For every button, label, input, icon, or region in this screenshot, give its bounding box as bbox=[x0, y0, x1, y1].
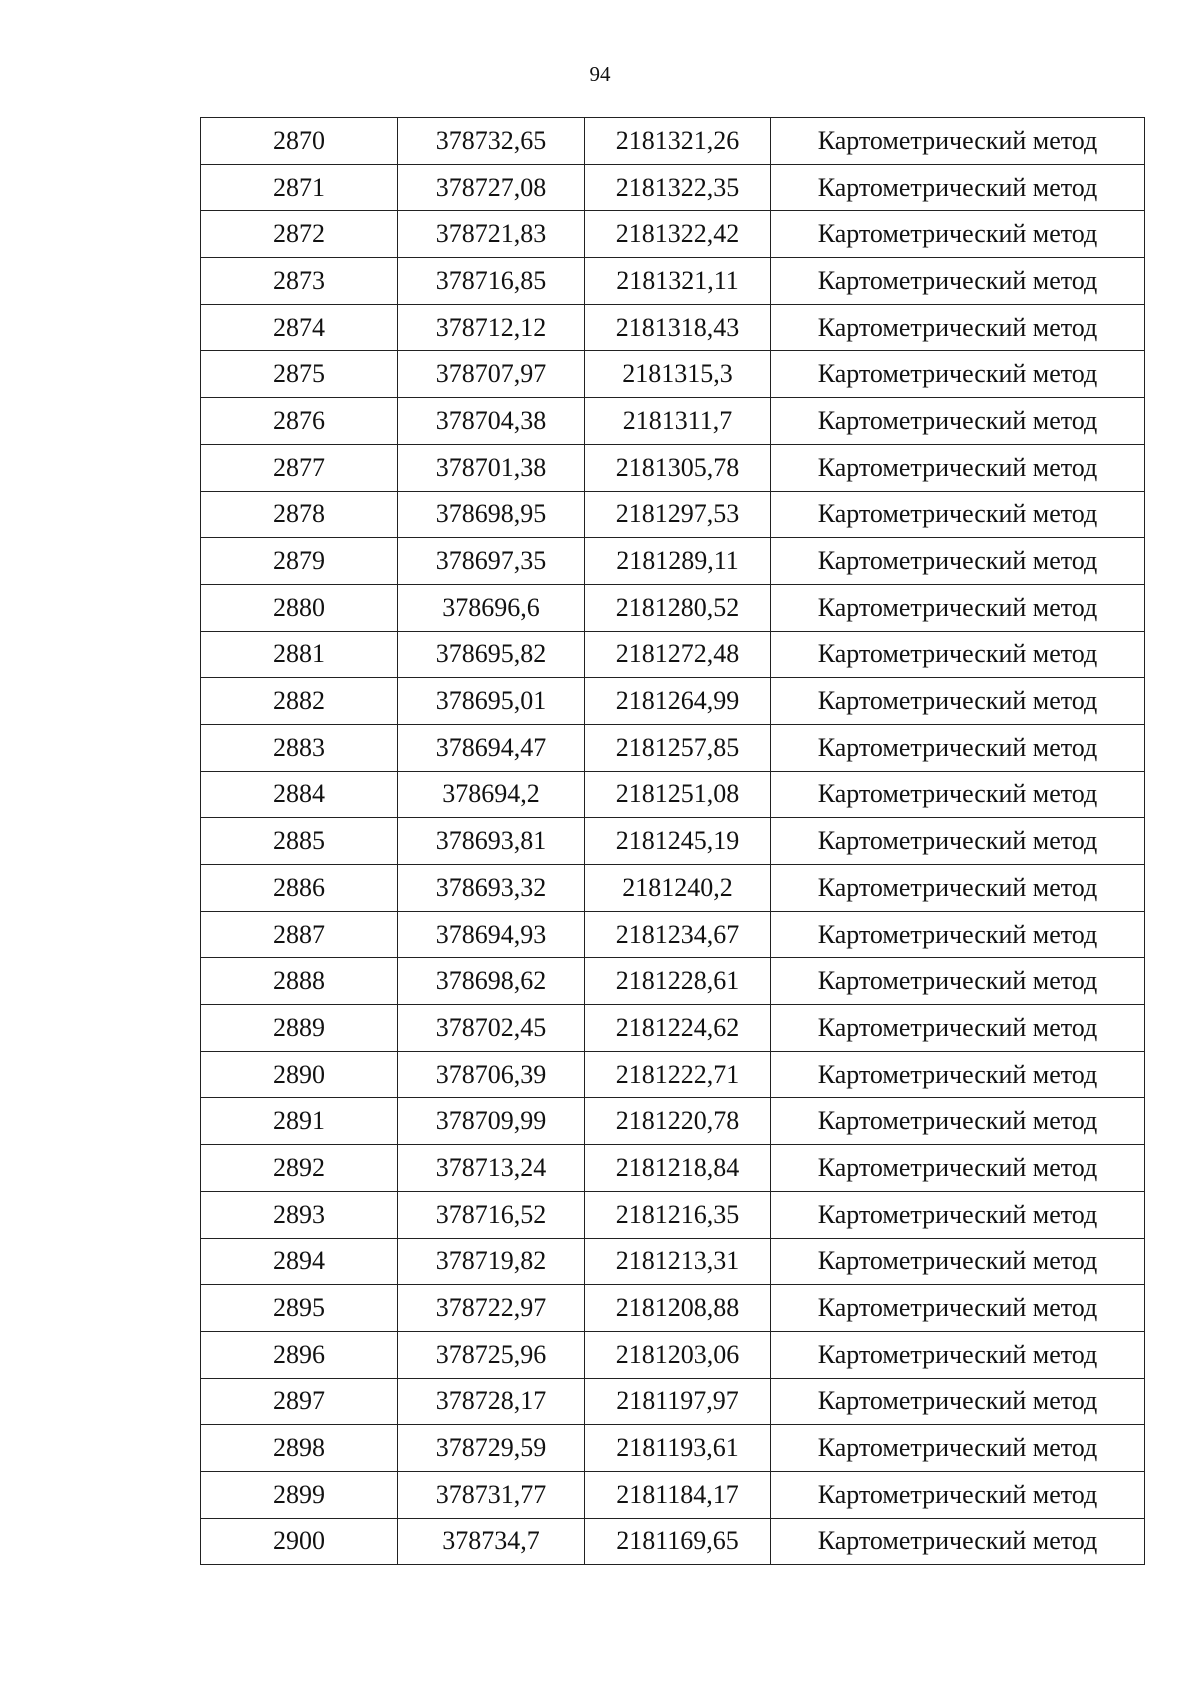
table-row bbox=[201, 164, 1145, 211]
y-coordinate-cell: 2181218,84 bbox=[585, 1145, 771, 1192]
method-cell: Картометрический метод bbox=[771, 258, 1145, 305]
x-coordinate-cell: 378694,2 bbox=[398, 771, 585, 818]
table-row bbox=[201, 818, 1145, 865]
x-coordinate-cell: 378719,82 bbox=[398, 1238, 585, 1285]
table-row bbox=[201, 398, 1145, 445]
method-cell: Картометрический метод bbox=[771, 1471, 1145, 1518]
table-row bbox=[201, 1098, 1145, 1145]
point-number-cell: 2877 bbox=[201, 444, 398, 491]
method-cell: Картометрический метод bbox=[771, 771, 1145, 818]
table-row bbox=[201, 1518, 1145, 1565]
method-cell: Картометрический метод bbox=[771, 958, 1145, 1005]
point-number-cell: 2895 bbox=[201, 1285, 398, 1332]
table-row bbox=[201, 491, 1145, 538]
x-coordinate-cell: 378722,97 bbox=[398, 1285, 585, 1332]
y-coordinate-cell: 2181251,08 bbox=[585, 771, 771, 818]
y-coordinate-cell: 2181224,62 bbox=[585, 1005, 771, 1052]
x-coordinate-cell: 378707,97 bbox=[398, 351, 585, 398]
x-coordinate-cell: 378697,35 bbox=[398, 538, 585, 585]
y-coordinate-cell: 2181203,06 bbox=[585, 1331, 771, 1378]
table-row bbox=[201, 211, 1145, 258]
x-coordinate-cell: 378701,38 bbox=[398, 444, 585, 491]
x-coordinate-cell: 378716,52 bbox=[398, 1191, 585, 1238]
x-coordinate-cell: 378709,99 bbox=[398, 1098, 585, 1145]
y-coordinate-cell: 2181257,85 bbox=[585, 724, 771, 771]
method-cell: Картометрический метод bbox=[771, 491, 1145, 538]
table-row bbox=[201, 351, 1145, 398]
x-coordinate-cell: 378731,77 bbox=[398, 1471, 585, 1518]
method-cell: Картометрический метод bbox=[771, 584, 1145, 631]
table-row bbox=[201, 911, 1145, 958]
y-coordinate-cell: 2181272,48 bbox=[585, 631, 771, 678]
table-row bbox=[201, 1378, 1145, 1425]
point-number-cell: 2879 bbox=[201, 538, 398, 585]
point-number-cell: 2899 bbox=[201, 1471, 398, 1518]
point-number-cell: 2884 bbox=[201, 771, 398, 818]
page-number: 94 bbox=[589, 62, 611, 86]
method-cell: Картометрический метод bbox=[771, 1331, 1145, 1378]
coordinates-table bbox=[200, 117, 1145, 1565]
y-coordinate-cell: 2181220,78 bbox=[585, 1098, 771, 1145]
point-number-cell: 2876 bbox=[201, 398, 398, 445]
x-coordinate-cell: 378706,39 bbox=[398, 1051, 585, 1098]
y-coordinate-cell: 2181321,11 bbox=[585, 258, 771, 305]
table-row bbox=[201, 1005, 1145, 1052]
table-row bbox=[201, 444, 1145, 491]
method-cell: Картометрический метод bbox=[771, 1238, 1145, 1285]
y-coordinate-cell: 2181234,67 bbox=[585, 911, 771, 958]
method-cell: Картометрический метод bbox=[771, 118, 1145, 165]
y-coordinate-cell: 2181208,88 bbox=[585, 1285, 771, 1332]
table-row bbox=[201, 118, 1145, 165]
method-cell: Картометрический метод bbox=[771, 678, 1145, 725]
x-coordinate-cell: 378704,38 bbox=[398, 398, 585, 445]
x-coordinate-cell: 378729,59 bbox=[398, 1425, 585, 1472]
point-number-cell: 2893 bbox=[201, 1191, 398, 1238]
point-number-cell: 2873 bbox=[201, 258, 398, 305]
y-coordinate-cell: 2181322,35 bbox=[585, 164, 771, 211]
x-coordinate-cell: 378695,01 bbox=[398, 678, 585, 725]
method-cell: Картометрический метод bbox=[771, 164, 1145, 211]
y-coordinate-cell: 2181245,19 bbox=[585, 818, 771, 865]
point-number-cell: 2886 bbox=[201, 865, 398, 912]
y-coordinate-cell: 2181197,97 bbox=[585, 1378, 771, 1425]
point-number-cell: 2898 bbox=[201, 1425, 398, 1472]
method-cell: Картометрический метод bbox=[771, 351, 1145, 398]
table-row bbox=[201, 304, 1145, 351]
point-number-cell: 2878 bbox=[201, 491, 398, 538]
y-coordinate-cell: 2181184,17 bbox=[585, 1471, 771, 1518]
method-cell: Картометрический метод bbox=[771, 865, 1145, 912]
table-row bbox=[201, 1471, 1145, 1518]
x-coordinate-cell: 378716,85 bbox=[398, 258, 585, 305]
point-number-cell: 2883 bbox=[201, 724, 398, 771]
table-row bbox=[201, 631, 1145, 678]
x-coordinate-cell: 378725,96 bbox=[398, 1331, 585, 1378]
y-coordinate-cell: 2181321,26 bbox=[585, 118, 771, 165]
point-number-cell: 2875 bbox=[201, 351, 398, 398]
y-coordinate-cell: 2181213,31 bbox=[585, 1238, 771, 1285]
table-row bbox=[201, 1145, 1145, 1192]
point-number-cell: 2894 bbox=[201, 1238, 398, 1285]
point-number-cell: 2891 bbox=[201, 1098, 398, 1145]
method-cell: Картометрический метод bbox=[771, 631, 1145, 678]
y-coordinate-cell: 2181169,65 bbox=[585, 1518, 771, 1565]
point-number-cell: 2874 bbox=[201, 304, 398, 351]
y-coordinate-cell: 2181322,42 bbox=[585, 211, 771, 258]
point-number-cell: 2882 bbox=[201, 678, 398, 725]
table-row bbox=[201, 584, 1145, 631]
x-coordinate-cell: 378702,45 bbox=[398, 1005, 585, 1052]
method-cell: Картометрический метод bbox=[771, 724, 1145, 771]
method-cell: Картометрический метод bbox=[771, 1425, 1145, 1472]
x-coordinate-cell: 378693,81 bbox=[398, 818, 585, 865]
method-cell: Картометрический метод bbox=[771, 818, 1145, 865]
table-row bbox=[201, 865, 1145, 912]
point-number-cell: 2896 bbox=[201, 1331, 398, 1378]
method-cell: Картометрический метод bbox=[771, 398, 1145, 445]
y-coordinate-cell: 2181228,61 bbox=[585, 958, 771, 1005]
x-coordinate-cell: 378696,6 bbox=[398, 584, 585, 631]
point-number-cell: 2887 bbox=[201, 911, 398, 958]
method-cell: Картометрический метод bbox=[771, 1005, 1145, 1052]
table-row bbox=[201, 1051, 1145, 1098]
table-row bbox=[201, 538, 1145, 585]
table-row bbox=[201, 1238, 1145, 1285]
method-cell: Картометрический метод bbox=[771, 211, 1145, 258]
y-coordinate-cell: 2181318,43 bbox=[585, 304, 771, 351]
y-coordinate-cell: 2181311,7 bbox=[585, 398, 771, 445]
method-cell: Картометрический метод bbox=[771, 1378, 1145, 1425]
table-row bbox=[201, 678, 1145, 725]
y-coordinate-cell: 2181216,35 bbox=[585, 1191, 771, 1238]
method-cell: Картометрический метод bbox=[771, 1051, 1145, 1098]
point-number-cell: 2900 bbox=[201, 1518, 398, 1565]
x-coordinate-cell: 378694,93 bbox=[398, 911, 585, 958]
y-coordinate-cell: 2181305,78 bbox=[585, 444, 771, 491]
table-row bbox=[201, 1425, 1145, 1472]
point-number-cell: 2888 bbox=[201, 958, 398, 1005]
method-cell: Картометрический метод bbox=[771, 1191, 1145, 1238]
point-number-cell: 2872 bbox=[201, 211, 398, 258]
x-coordinate-cell: 378698,95 bbox=[398, 491, 585, 538]
y-coordinate-cell: 2181280,52 bbox=[585, 584, 771, 631]
table-row bbox=[201, 724, 1145, 771]
method-cell: Картометрический метод bbox=[771, 911, 1145, 958]
y-coordinate-cell: 2181193,61 bbox=[585, 1425, 771, 1472]
point-number-cell: 2870 bbox=[201, 118, 398, 165]
point-number-cell: 2871 bbox=[201, 164, 398, 211]
table-row bbox=[201, 1331, 1145, 1378]
method-cell: Картометрический метод bbox=[771, 1285, 1145, 1332]
x-coordinate-cell: 378728,17 bbox=[398, 1378, 585, 1425]
x-coordinate-cell: 378734,7 bbox=[398, 1518, 585, 1565]
method-cell: Картометрический метод bbox=[771, 304, 1145, 351]
point-number-cell: 2881 bbox=[201, 631, 398, 678]
method-cell: Картометрический метод bbox=[771, 1518, 1145, 1565]
table-row bbox=[201, 771, 1145, 818]
point-number-cell: 2889 bbox=[201, 1005, 398, 1052]
x-coordinate-cell: 378693,32 bbox=[398, 865, 585, 912]
method-cell: Картометрический метод bbox=[771, 1098, 1145, 1145]
y-coordinate-cell: 2181222,71 bbox=[585, 1051, 771, 1098]
method-cell: Картометрический метод bbox=[771, 538, 1145, 585]
y-coordinate-cell: 2181315,3 bbox=[585, 351, 771, 398]
point-number-cell: 2897 bbox=[201, 1378, 398, 1425]
x-coordinate-cell: 378713,24 bbox=[398, 1145, 585, 1192]
x-coordinate-cell: 378694,47 bbox=[398, 724, 585, 771]
x-coordinate-cell: 378732,65 bbox=[398, 118, 585, 165]
table-row bbox=[201, 1191, 1145, 1238]
table-row bbox=[201, 258, 1145, 305]
point-number-cell: 2880 bbox=[201, 584, 398, 631]
table-row bbox=[201, 1285, 1145, 1332]
method-cell: Картометрический метод bbox=[771, 1145, 1145, 1192]
point-number-cell: 2885 bbox=[201, 818, 398, 865]
x-coordinate-cell: 378712,12 bbox=[398, 304, 585, 351]
point-number-cell: 2892 bbox=[201, 1145, 398, 1192]
coordinates-table-body bbox=[201, 118, 1145, 1565]
point-number-cell: 2890 bbox=[201, 1051, 398, 1098]
x-coordinate-cell: 378727,08 bbox=[398, 164, 585, 211]
y-coordinate-cell: 2181289,11 bbox=[585, 538, 771, 585]
y-coordinate-cell: 2181240,2 bbox=[585, 865, 771, 912]
x-coordinate-cell: 378698,62 bbox=[398, 958, 585, 1005]
x-coordinate-cell: 378695,82 bbox=[398, 631, 585, 678]
x-coordinate-cell: 378721,83 bbox=[398, 211, 585, 258]
method-cell: Картометрический метод bbox=[771, 444, 1145, 491]
table-row bbox=[201, 958, 1145, 1005]
y-coordinate-cell: 2181297,53 bbox=[585, 491, 771, 538]
y-coordinate-cell: 2181264,99 bbox=[585, 678, 771, 725]
